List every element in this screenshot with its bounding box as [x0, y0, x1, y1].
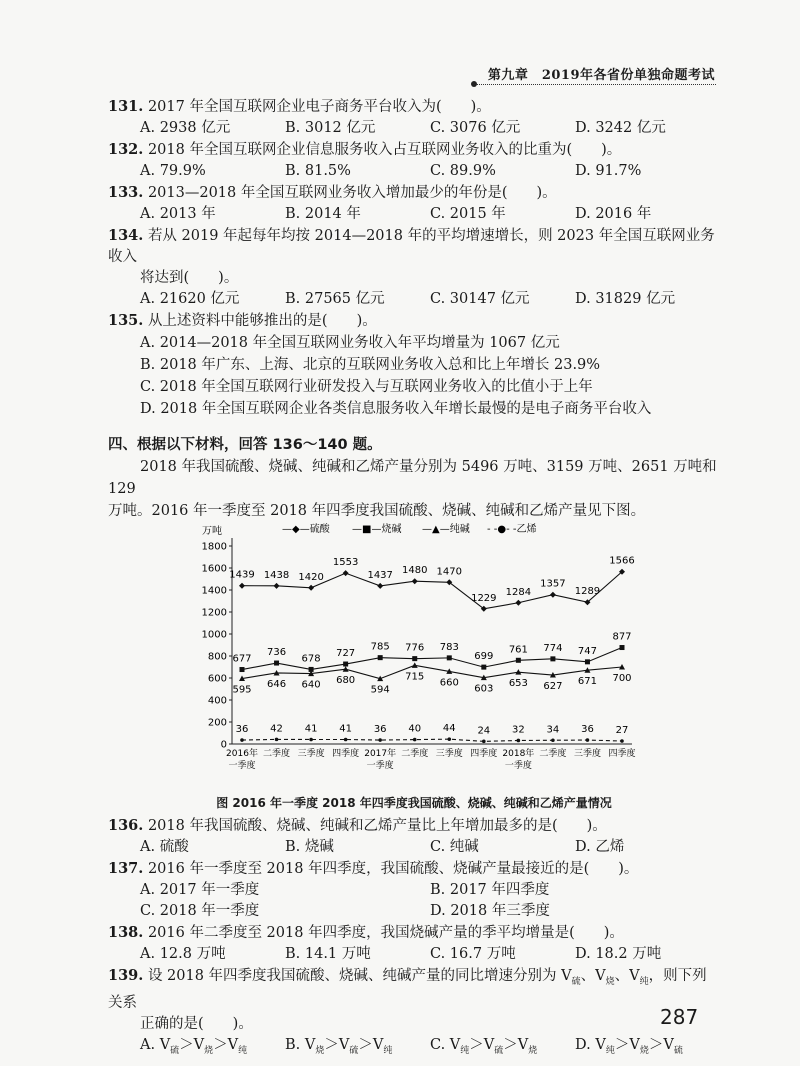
option-text: ＞V [324, 1036, 350, 1053]
option-c [430, 1035, 575, 1062]
option-b: B. 27565 亿元 [285, 291, 385, 307]
y-tick-label: 1600 [201, 563, 227, 575]
option-c: C. 2018 年一季度 [140, 903, 260, 919]
data-point [344, 738, 348, 742]
x-tick-label: 三季度 [297, 749, 325, 759]
data-label: 41 [304, 723, 318, 735]
data-point [412, 656, 417, 661]
option-a: A. 79.9% [140, 163, 206, 179]
subscript: 烧 [528, 1045, 538, 1056]
data-label: 1438 [263, 569, 290, 581]
series-line-乙烯 [242, 739, 622, 741]
legend-entry: —◆—硫酸 [282, 524, 330, 535]
data-point [240, 738, 244, 742]
option-text: C. V [430, 1036, 461, 1053]
option-text: ＞V [648, 1036, 674, 1053]
option-text: ＞V [358, 1036, 384, 1053]
x-tick-label: 2017年 [364, 749, 397, 759]
x-tick-label: 三季度 [573, 749, 601, 759]
data-label: 44 [442, 723, 456, 735]
option-d: D. 31829 亿元 [575, 291, 676, 307]
data-label: 699 [474, 651, 494, 663]
question-stem: 2013—2018 年全国互联网业务收入增加最少的年份是( )。 [147, 185, 557, 201]
data-label: 42 [270, 723, 283, 735]
data-point [447, 737, 451, 741]
option-a: A. 2938 亿元 [140, 120, 231, 136]
data-label: 1480 [402, 565, 428, 577]
y-tick-label: 1800 [201, 541, 227, 553]
data-label: 677 [232, 653, 252, 665]
option-a: A. 2013 年 [140, 206, 216, 222]
data-label: 1437 [367, 569, 393, 581]
subscript: 纯 [460, 1045, 470, 1056]
data-label: 1553 [332, 557, 359, 569]
chart-svg [200, 522, 640, 792]
data-label: 727 [336, 648, 356, 660]
y-tick-label: 200 [207, 717, 227, 729]
question-135 [108, 310, 720, 420]
option-text: ＞V [614, 1036, 640, 1053]
option-b: B. 81.5% [285, 163, 351, 179]
data-point [413, 738, 417, 742]
data-label: 776 [405, 642, 425, 654]
option-a: A. 21620 亿元 [140, 291, 240, 307]
question-stem: 2016 年一季度至 2018 年四季度，我国硫酸、烧碱产量最接近的是( )。 [147, 861, 639, 877]
production-chart [200, 522, 640, 792]
option-text: B. V [285, 1036, 316, 1053]
header-rule [476, 84, 716, 85]
data-point [378, 738, 382, 742]
data-label: 736 [266, 647, 287, 659]
data-label: 747 [577, 645, 598, 657]
question-number: 132. [108, 141, 144, 158]
data-point [515, 600, 521, 606]
x-tick-label: 一季度 [228, 761, 256, 771]
option-c: C. 2018 年全国互联网行业研发投入与互联网业务收入的比值小于上年 [140, 379, 593, 395]
data-label: 1284 [505, 586, 532, 598]
option-d: D. 2018 年三季度 [430, 903, 550, 919]
subscript: 硫 [673, 1045, 683, 1056]
question-136 [108, 815, 720, 858]
data-label: 785 [370, 641, 390, 653]
data-label: 603 [474, 683, 494, 695]
data-label: 40 [408, 723, 422, 735]
question-stem: 若从 2019 年起每年均按 2014—2018 年的平均增速增长，则 2023 年全国互联网业务收入 [108, 228, 715, 265]
option-text: ＞V [179, 1036, 205, 1053]
option-d [575, 1035, 720, 1062]
legend-entry: - -●- -乙烯 [487, 524, 537, 535]
y-tick-label: 1200 [201, 607, 227, 619]
material-line-2: 万吨。2016 年一季度至 2018 年四季度我国硫酸、烧碱、纯碱和乙烯产量见下图。 [108, 503, 646, 519]
subscript: 烧 [605, 976, 615, 987]
option-b: B. 2018 年广东、上海、北京的互联网业务收入总和比上年增长 23.9% [140, 357, 601, 373]
data-label: 783 [439, 641, 459, 653]
option-c: C. 纯碱 [430, 839, 479, 855]
question-stem: 2018 年全国互联网企业信息服务收入占互联网业务收入的比重为( )。 [147, 142, 622, 158]
subscript: 纯 [238, 1045, 248, 1056]
question-number: 136. [108, 817, 144, 834]
option-b: B. 3012 亿元 [285, 120, 376, 136]
x-tick-label: 四季度 [608, 749, 636, 759]
y-axis-unit: 万吨 [202, 526, 222, 537]
data-point [620, 739, 624, 743]
x-tick-label: 一季度 [504, 761, 532, 771]
option-text: D. V [575, 1036, 606, 1053]
data-point [517, 739, 521, 743]
data-label: 660 [439, 677, 459, 689]
question-stem: 2016 年二季度至 2018 年四季度，我国烧碱产量的季平均增量是( )。 [147, 925, 624, 941]
data-label: 41 [339, 723, 353, 735]
data-point [482, 740, 486, 744]
data-point [550, 592, 556, 598]
option-b: B. 2014 年 [285, 206, 361, 222]
question-number: 138. [108, 924, 144, 941]
subscript: 烧 [204, 1045, 214, 1056]
y-tick-label: 1400 [201, 585, 227, 597]
subscript: 硫 [494, 1045, 504, 1056]
subscript: 烧 [639, 1045, 649, 1056]
data-point [240, 667, 245, 672]
page-content [108, 96, 720, 1062]
option-d: D. 乙烯 [575, 839, 625, 855]
data-label: 653 [508, 678, 528, 690]
option-d: D. 2018 年全国互联网企业各类信息服务收入年增长最慢的是电子商务平台收入 [140, 401, 652, 417]
data-point [378, 655, 383, 660]
question-number: 139. [108, 967, 144, 984]
option-text: ＞V [213, 1036, 239, 1053]
data-label: 1470 [436, 566, 462, 578]
data-label: 595 [232, 684, 252, 696]
data-label: 1439 [229, 569, 255, 581]
data-label: 24 [477, 725, 491, 737]
data-point [343, 662, 348, 667]
option-c: C. 89.9% [430, 163, 496, 179]
data-label: 1420 [298, 571, 324, 583]
question-number: 134. [108, 227, 144, 244]
subscript: 纯 [639, 976, 649, 987]
subscript: 纯 [605, 1045, 615, 1056]
option-text: ＞V [469, 1036, 495, 1053]
y-tick-label: 400 [207, 695, 227, 707]
material-line-1: 2018 年我国硫酸、烧碱、纯碱和乙烯产量分别为 5496 万吨、3159 万吨、2651 万吨和 129 [108, 459, 717, 497]
data-point [343, 570, 349, 576]
data-label: 1566 [609, 555, 635, 567]
data-label: 678 [301, 653, 321, 665]
stem-part: ，则下列关系 [108, 968, 707, 1011]
y-tick-label: 800 [207, 651, 227, 663]
data-label: 36 [235, 724, 249, 736]
question-number: 133. [108, 184, 144, 201]
question-stem-continued: 正确的是( )。 [140, 1015, 253, 1032]
option-d: D. 2016 年 [575, 206, 652, 222]
running-header: 第九章 2019年各省份单独命题考试 [487, 68, 715, 83]
subscript: 硫 [170, 1045, 180, 1056]
y-tick-label: 600 [207, 673, 227, 685]
question-131 [108, 96, 720, 139]
x-tick-label: 一季度 [366, 761, 394, 771]
x-tick-label: 四季度 [470, 749, 498, 759]
data-label: 646 [266, 678, 287, 690]
data-label: 1229 [471, 592, 497, 604]
stem-part: 、V [580, 968, 606, 984]
question-stem: 从上述资料中能够推出的是( )。 [147, 313, 377, 329]
option-text: ＞V [503, 1036, 529, 1053]
y-tick-label: 0 [220, 739, 227, 751]
question-number: 137. [108, 860, 144, 877]
x-tick-label: 2016年 [226, 749, 258, 759]
section-heading: 四、根据以下材料，回答 136～140 题。 [108, 437, 382, 453]
data-point [274, 661, 279, 666]
option-d: D. 18.2 万吨 [575, 946, 662, 962]
subscript: 硫 [571, 976, 581, 987]
subscript: 纯 [383, 1045, 393, 1056]
data-point [239, 583, 245, 589]
data-label: 715 [405, 671, 425, 683]
data-point [550, 656, 555, 661]
question-138 [108, 922, 720, 965]
x-tick-label: 2018年 [502, 749, 535, 759]
option-a: A. 2017 年一季度 [140, 882, 260, 898]
data-label: 774 [543, 642, 563, 654]
option-c: C. 16.7 万吨 [430, 946, 516, 962]
data-point [481, 665, 486, 670]
data-point [516, 658, 521, 663]
question-139 [108, 965, 720, 1062]
y-tick-label: 1000 [201, 629, 227, 641]
x-tick-label: 二季度 [539, 749, 567, 759]
stem-part: 、V [614, 968, 640, 984]
question-132 [108, 139, 720, 182]
question-number: 135. [108, 312, 144, 329]
data-point [412, 578, 418, 584]
data-label: 627 [543, 681, 563, 693]
option-c: C. 3076 亿元 [430, 120, 521, 136]
option-b: B. 烧碱 [285, 839, 334, 855]
question-stem: 设 2018 年四季度我国硫酸、烧碱、纯碱产量的同比增速分别为 V [147, 968, 572, 984]
question-137 [108, 858, 720, 922]
option-a: A. 12.8 万吨 [140, 946, 226, 962]
data-point [274, 583, 280, 589]
option-a: A. 2014—2018 年全国互联网业务收入年平均增量为 1067 亿元 [140, 335, 560, 351]
data-label: 36 [581, 724, 594, 736]
question-133 [108, 182, 720, 225]
data-point [275, 738, 279, 742]
data-point [447, 655, 452, 660]
page-number: 287 [660, 1005, 699, 1029]
option-b [285, 1035, 430, 1062]
data-point [377, 583, 383, 589]
data-label: 34 [546, 724, 560, 736]
data-label: 36 [373, 724, 387, 736]
question-stem: 2017 年全国互联网企业电子商务平台收入为( )。 [147, 99, 491, 115]
x-tick-label: 二季度 [401, 749, 429, 759]
option-a: A. 硫酸 [140, 839, 189, 855]
data-point [586, 738, 590, 742]
data-label: 671 [577, 676, 598, 688]
question-stem-continued: 将达到( )。 [140, 270, 239, 286]
data-label: 700 [612, 673, 632, 684]
option-d: D. 91.7% [575, 163, 642, 179]
option-a [140, 1035, 285, 1062]
data-label: 1289 [574, 586, 601, 598]
option-b: B. 2017 年四季度 [430, 882, 550, 898]
option-c: C. 2015 年 [430, 206, 506, 222]
data-point [620, 645, 625, 650]
data-label: 1357 [540, 578, 566, 590]
subscript: 烧 [315, 1045, 325, 1056]
data-point [585, 659, 590, 664]
data-label: 27 [615, 725, 629, 737]
data-label: 877 [612, 631, 632, 643]
data-label: 640 [301, 679, 321, 691]
data-point [551, 738, 555, 742]
subscript: 硫 [349, 1045, 359, 1056]
option-text: A. V [140, 1036, 171, 1053]
option-d: D. 3242 亿元 [575, 120, 666, 136]
legend-entry: —■—烧碱 [352, 524, 402, 535]
data-point [309, 738, 313, 742]
question-134 [108, 225, 720, 310]
x-tick-label: 二季度 [263, 749, 291, 759]
data-label: 32 [511, 724, 525, 736]
data-point [308, 585, 314, 591]
chart-caption: 图 2016 年一季度 2018 年四季度我国硫酸、烧碱、纯碱和乙烯产量情况 [216, 796, 612, 810]
x-tick-label: 四季度 [332, 749, 360, 759]
data-label: 594 [370, 684, 390, 696]
data-point [412, 662, 418, 668]
option-c: C. 30147 亿元 [430, 291, 530, 307]
data-label: 761 [508, 644, 528, 656]
question-number: 131. [108, 98, 144, 115]
question-stem: 2018 年我国硫酸、烧碱、纯碱和乙烯产量比上年增加最多的是( )。 [147, 818, 607, 834]
option-b: B. 14.1 万吨 [285, 946, 371, 962]
legend-entry: —▲—纯碱 [422, 524, 470, 535]
data-label: 680 [336, 675, 356, 687]
x-tick-label: 三季度 [435, 749, 463, 759]
